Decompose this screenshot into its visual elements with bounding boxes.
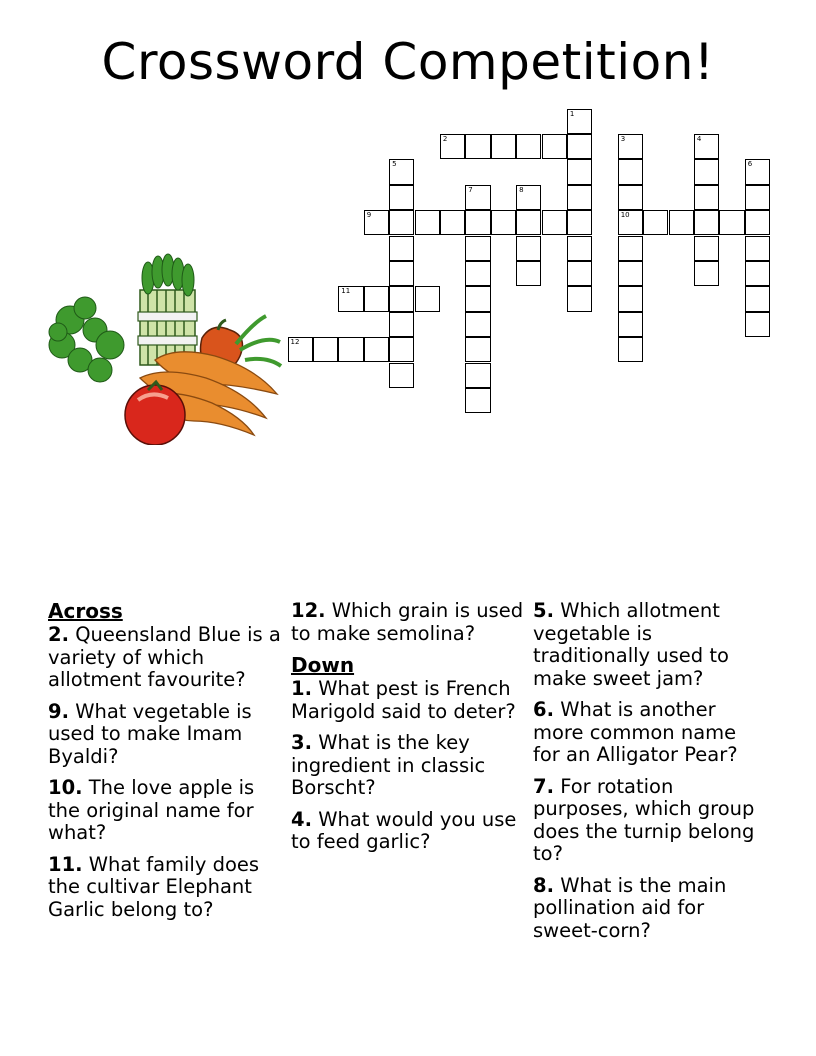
grid-cell[interactable] (745, 312, 770, 337)
clue-column-3 (533, 600, 769, 951)
clue-number: 2 (48, 623, 62, 646)
grid-cell[interactable] (465, 286, 490, 311)
grid-cell[interactable] (440, 210, 465, 235)
clue-number: 9 (48, 699, 62, 723)
grid-cell[interactable] (491, 134, 516, 159)
grid-cell[interactable] (465, 185, 490, 210)
grid-cell[interactable] (745, 286, 770, 311)
clue-text: Queensland Blue is a variety of which allotment favourite? (48, 623, 281, 691)
grid-cell[interactable] (364, 337, 389, 362)
grid-cell[interactable] (567, 159, 592, 184)
grid-cell[interactable] (694, 134, 719, 159)
grid-cell[interactable] (364, 286, 389, 311)
across-heading: Across (48, 599, 123, 623)
clue-text: What vegetable is used to make Imam Byaldi? (48, 699, 252, 768)
grid-cell[interactable] (465, 210, 490, 235)
clue-across-12: 12. Which grain is used to make semolina? (291, 599, 524, 645)
clue-down-3: 3. What is the key ingredient in classic Borscht? (291, 731, 486, 799)
down-heading: Down (291, 653, 355, 677)
grid-cell[interactable] (719, 210, 744, 235)
cell-number: 5 (392, 160, 397, 169)
grid-cell[interactable] (288, 337, 313, 362)
clue-text: What is another more common name for an Alligator Pear? (533, 698, 738, 766)
cell-number: 12 (290, 338, 300, 347)
grid-cell[interactable] (567, 134, 592, 159)
grid-cell[interactable] (491, 210, 516, 235)
grid-cell[interactable] (745, 261, 770, 286)
clue-number: 10 (48, 776, 76, 799)
grid-cell[interactable] (694, 210, 719, 235)
clue-text: What would you use to feed garlic? (291, 807, 517, 853)
grid-cell[interactable] (338, 337, 363, 362)
grid-cell[interactable] (618, 261, 643, 286)
grid-cell[interactable] (745, 236, 770, 261)
grid-cell[interactable] (389, 236, 414, 261)
grid-cell[interactable] (389, 185, 414, 210)
grid-cell[interactable] (567, 236, 592, 261)
grid-cell[interactable] (465, 337, 490, 362)
grid-cell[interactable] (618, 236, 643, 261)
grid-cell[interactable] (389, 363, 414, 388)
cell-number: 2 (442, 134, 448, 143)
grid-cell[interactable] (618, 210, 643, 235)
clue-across-11: 11. What family does the cultivar Elephant Garlic belong to? (48, 852, 260, 921)
grid-cell[interactable] (516, 185, 541, 210)
cell-number: 11 (341, 287, 351, 296)
clue-down-8: 8. What is the main pollination aid for sweet-corn? (533, 873, 727, 942)
clue-down-4: 4. What would you use to feed garlic? (291, 807, 517, 853)
grid-cell[interactable] (338, 286, 363, 311)
grid-cell[interactable] (516, 210, 541, 235)
grid-cell[interactable] (618, 134, 643, 159)
grid-cell[interactable] (465, 134, 490, 159)
grid-cell[interactable] (389, 261, 414, 286)
grid-cell[interactable] (516, 261, 541, 286)
page-title: Crossword Competition! (101, 33, 715, 91)
cell-number: 3 (620, 134, 626, 143)
grid-cell[interactable] (465, 261, 490, 286)
cell-number: 7 (468, 185, 473, 194)
grid-cell[interactable] (389, 286, 414, 311)
grid-cell[interactable] (567, 185, 592, 210)
clue-text: For rotation purposes, which group does the turnip belong to? (533, 774, 755, 865)
grid-cell[interactable] (516, 134, 541, 159)
grid-cell[interactable] (745, 185, 770, 210)
grid-cell[interactable] (618, 337, 643, 362)
clue-number: 5 (533, 599, 547, 622)
cell-number: 1 (569, 109, 575, 118)
cell-number: 4 (696, 134, 702, 143)
grid-cell[interactable] (465, 388, 490, 413)
grid-cell[interactable] (669, 210, 694, 235)
clue-text: What is the main pollination aid for sweet-corn? (533, 873, 727, 942)
grid-cell[interactable] (694, 159, 719, 184)
grid-cell[interactable] (389, 312, 414, 337)
clue-across-9: 9. What vegetable is used to make Imam Byaldi? (48, 699, 252, 768)
grid-cell[interactable] (415, 286, 440, 311)
clue-number: 8 (533, 873, 547, 897)
clue-text: What pest is French Marigold said to deter? (291, 677, 516, 723)
grid-cell[interactable] (618, 185, 643, 210)
clue-down-5: 5. Which allotment vegetable is traditionally used to make sweet jam? (533, 599, 729, 690)
cell-number: 8 (519, 185, 524, 194)
grid-cell[interactable] (389, 159, 414, 184)
clue-column-1 (48, 600, 284, 930)
clue-number: 4 (291, 807, 305, 831)
grid-cell[interactable] (643, 210, 668, 235)
grid-cell[interactable] (694, 236, 719, 261)
clue-across-10: 10. The love apple is the original name for what? (48, 776, 255, 844)
vegetables-clipart (40, 250, 285, 445)
grid-cell[interactable] (542, 134, 567, 159)
clue-text: Which grain is used to make semolina? (291, 599, 524, 645)
grid-cell[interactable] (745, 159, 770, 184)
grid-cell[interactable] (542, 210, 567, 235)
clue-number: 12 (291, 599, 319, 622)
grid-cell[interactable] (440, 134, 465, 159)
clue-text: Which allotment vegetable is traditionally used to make sweet jam? (533, 599, 729, 690)
clue-text: What is the key ingredient in classic Borscht? (291, 731, 486, 799)
clue-text: What family does the cultivar Elephant Garlic belong to? (48, 852, 260, 921)
clue-number: 3 (291, 731, 305, 754)
grid-cell[interactable] (618, 312, 643, 337)
clue-number: 6 (533, 698, 547, 721)
grid-cell[interactable] (389, 337, 414, 362)
grid-cell[interactable] (567, 210, 592, 235)
clue-down-7: 7. For rotation purposes, which group does the turnip belong to? (533, 774, 755, 865)
grid-cell[interactable] (465, 312, 490, 337)
grid-cell[interactable] (745, 210, 770, 235)
grid-cell[interactable] (465, 363, 490, 388)
grid-cell[interactable] (313, 337, 338, 362)
cell-number: 6 (747, 160, 753, 169)
grid-cell[interactable] (567, 286, 592, 311)
clue-text: The love apple is the original name for what? (48, 776, 255, 844)
clue-down-6: 6. What is another more common name for an Alligator Pear? (533, 698, 738, 766)
grid-cell[interactable] (567, 109, 592, 134)
grid-cell[interactable] (618, 286, 643, 311)
cell-number: 9 (366, 211, 372, 220)
clue-number: 11 (48, 852, 76, 876)
clue-number: 1 (291, 677, 305, 700)
grid-cell[interactable] (364, 210, 389, 235)
grid-cell[interactable] (389, 210, 414, 235)
clue-number: 7 (533, 774, 547, 798)
grid-cell[interactable] (618, 159, 643, 184)
clue-column-2 (291, 600, 527, 863)
grid-cell[interactable] (567, 261, 592, 286)
clue-across-2: 2. Queensland Blue is a variety of which allotment favourite? (48, 623, 281, 691)
grid-cell[interactable] (415, 210, 440, 235)
clue-down-1: 1. What pest is French Marigold said to deter? (291, 677, 516, 723)
grid-cell[interactable] (694, 261, 719, 286)
cell-number: 10 (620, 211, 630, 220)
grid-cell[interactable] (694, 185, 719, 210)
grid-cell[interactable] (465, 236, 490, 261)
grid-cell[interactable] (516, 236, 541, 261)
